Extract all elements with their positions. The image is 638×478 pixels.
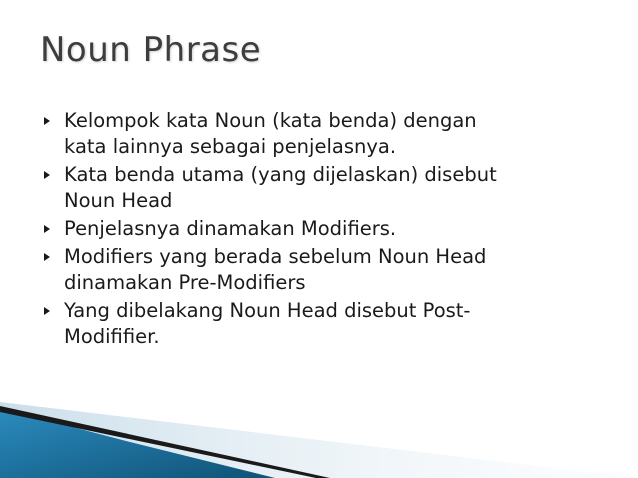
bullet-item [40, 108, 600, 160]
bullet-text: Kata benda utama (yang dijelaskan) disebut Noun Head [64, 163, 497, 212]
triangle-bullet-icon [44, 117, 50, 125]
bullet-item [40, 216, 600, 242]
slide-title: Noun Phrase [40, 30, 262, 70]
triangle-bullet-icon [44, 253, 50, 261]
bullet-item [40, 298, 600, 350]
bullet-item [40, 244, 600, 296]
bullet-text: Kelompok kata Noun (kata benda) dengan kata lainnya sebagai penjelasnya. [64, 109, 477, 158]
triangle-bullet-icon [44, 307, 50, 315]
decorative-swoosh [0, 380, 638, 478]
bullet-text: Modifiers yang berada sebelum Noun Head dinamakan Pre-Modifiers [64, 245, 487, 294]
triangle-bullet-icon [44, 225, 50, 233]
bullet-item [40, 162, 600, 214]
bullet-text: Yang dibelakang Noun Head disebut Post- Modififier. [64, 299, 471, 348]
bullet-list [40, 108, 600, 352]
triangle-bullet-icon [44, 171, 50, 179]
bullet-text: Penjelasnya dinamakan Modifiers. [64, 217, 397, 240]
